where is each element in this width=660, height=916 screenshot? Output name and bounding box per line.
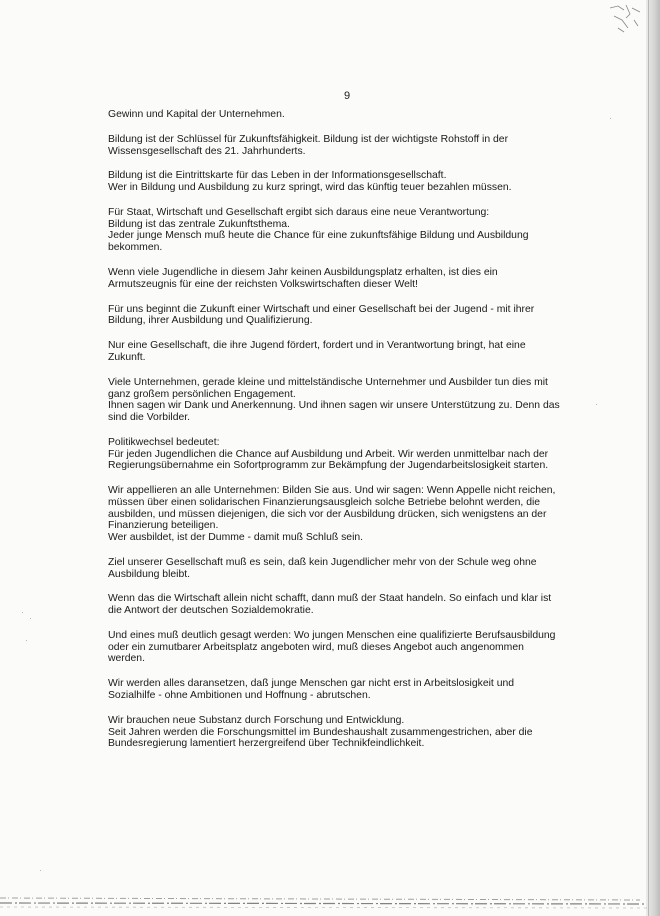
text-line: werden. [108, 653, 145, 665]
text-line: Bildung ist der Schlüssel für Zukunftsfähigkeit. Bildung ist der wichtigste Rohstoff in der [108, 133, 509, 145]
text-line: Für jeden Jugendlichen die Chance auf Ausbildung und Arbeit. Wir werden unmittelbar nach der [108, 448, 549, 460]
text-line: Ihnen sagen wir Dank und Anerkennung. Und ihnen sagen wir unsere Unterstützung zu. Denn das [108, 400, 560, 412]
text-line: sind die Vorbilder. [108, 411, 191, 423]
text-line: Viele Unternehmen, gerade kleine und mittelständische Unternehmer und Ausbilder tun dies mit [108, 376, 548, 388]
text-line: Finanzierung beteiligen. [108, 520, 219, 532]
text-line: Ziel unserer Gesellschaft muß es sein, daß kein Jugendlicher mehr von der Schule weg ohne [108, 556, 537, 568]
text-line: Und eines muß deutlich gesagt werden: Wo jungen Menschen eine qualifizierte Berufsausbildung [108, 630, 556, 642]
text-line: Wissensgesellschaft des 21. Jahrhunderts. [108, 145, 306, 157]
paragraph [108, 678, 588, 701]
paragraph [108, 304, 588, 327]
text-line: Wer in Bildung und Ausbildung zu kurz springt, wird das künftig teuer bezahlen müssen. [108, 182, 512, 194]
text-line: Bundesregierung lamentiert herzergreifend über Technikfeindlichkeit. [108, 738, 425, 750]
text-line: Gewinn und Kapital der Unternehmen. [108, 109, 285, 120]
text-line: Jeder junge Mensch muß heute die Chance für eine zukunftsfähige Bildung und Ausbildung [108, 230, 529, 242]
text-line: Ausbildung bleibt. [108, 568, 191, 580]
text-line: Bildung ist das zentrale Zukunftsthema. [108, 218, 290, 230]
paragraph [108, 485, 588, 544]
text-line: bekommen. [108, 242, 163, 254]
text-line: Seit Jahren werden die Forschungsmittel im Bundeshaushalt zusammengestrichen, aber die [108, 726, 533, 738]
text-line: Armutszeugnis für eine der reichsten Volkswirtschaften dieser Welt! [108, 278, 418, 290]
text-line: Wir appellieren an alle Unternehmen: Bilden Sie aus. Und wir sagen: Wenn Appelle nicht reichen, [108, 485, 556, 497]
scan-right-edge [646, 0, 660, 916]
paragraph [108, 267, 588, 290]
text-line: müssen über einen solidarischen Finanzierungsausgleich solche Betriebe belohnt werden, die [108, 496, 541, 508]
text-line: Wenn das die Wirtschaft allein nicht schafft, dann muß der Staat handeln. So einfach und klar ist [108, 593, 552, 605]
text-line: oder ein zumutbarer Arbeitsplatz angeboten wird, muß dieses Angebot auch angenommen [108, 641, 524, 653]
text-line: Politikwechsel bedeutet: [108, 436, 220, 448]
text-line: Regierungsübernahme ein Sofortprogramm zur Bekämpfung der Jugendarbeitslosigkeit starten. [108, 460, 549, 472]
paragraph [108, 715, 588, 750]
text-line: ganz großem persönlichen Engagement. [108, 388, 296, 400]
paragraph [108, 109, 588, 121]
text-line: Für Staat, Wirtschaft und Gesellschaft ergibt sich daraus eine neue Verantwortung: [108, 207, 490, 219]
paragraph [108, 340, 588, 363]
paragraph [108, 134, 588, 157]
text-line: die Antwort der deutschen Sozialdemokratie. [108, 605, 314, 617]
text-line: Wenn viele Jugendliche in diesem Jahr keinen Ausbildungsplatz erhalten, ist dies ein [108, 267, 498, 279]
text-line: Bildung, ihrer Ausbildung und Qualifizierung. [108, 315, 313, 327]
paragraph [108, 170, 588, 193]
paragraph [108, 630, 588, 665]
text-line: ausbilden, und müssen diejenigen, die sich vor der Ausbildung drücken, sich wenigstens an der [108, 508, 547, 520]
scan-corner-mark [604, 2, 646, 38]
page-number: 9 [344, 90, 351, 102]
text-line: Wir brauchen neue Substanz durch Forschung und Entwicklung. [108, 714, 405, 726]
paragraph [108, 437, 588, 472]
text-line: Sozialhilfe - ohne Ambitionen und Hoffnung - abrutschen. [108, 690, 371, 702]
document-body [108, 109, 588, 763]
paragraph [108, 207, 588, 254]
paragraph [108, 377, 588, 424]
text-line: Für uns beginnt die Zukunft einer Wirtschaft und einer Gesellschaft bei der Jugend - mit ihrer [108, 303, 535, 315]
text-line: Wir werden alles daransetzen, daß junge Menschen gar nicht erst in Arbeitslosigkeit und [108, 678, 515, 690]
scan-bottom-edge [0, 894, 660, 916]
text-line: Zukunft. [108, 351, 146, 363]
text-line: Wer ausbildet, ist der Dumme - damit muß Schluß sein. [108, 531, 364, 543]
paragraph [108, 557, 588, 580]
text-line: Bildung ist die Eintrittskarte für das Leben in der Informationsgesellschaft. [108, 170, 447, 182]
text-line: Nur eine Gesellschaft, die ihre Jugend fördert, fordert und in Verantwortung bringt, hat eine [108, 340, 526, 352]
paragraph [108, 593, 588, 616]
